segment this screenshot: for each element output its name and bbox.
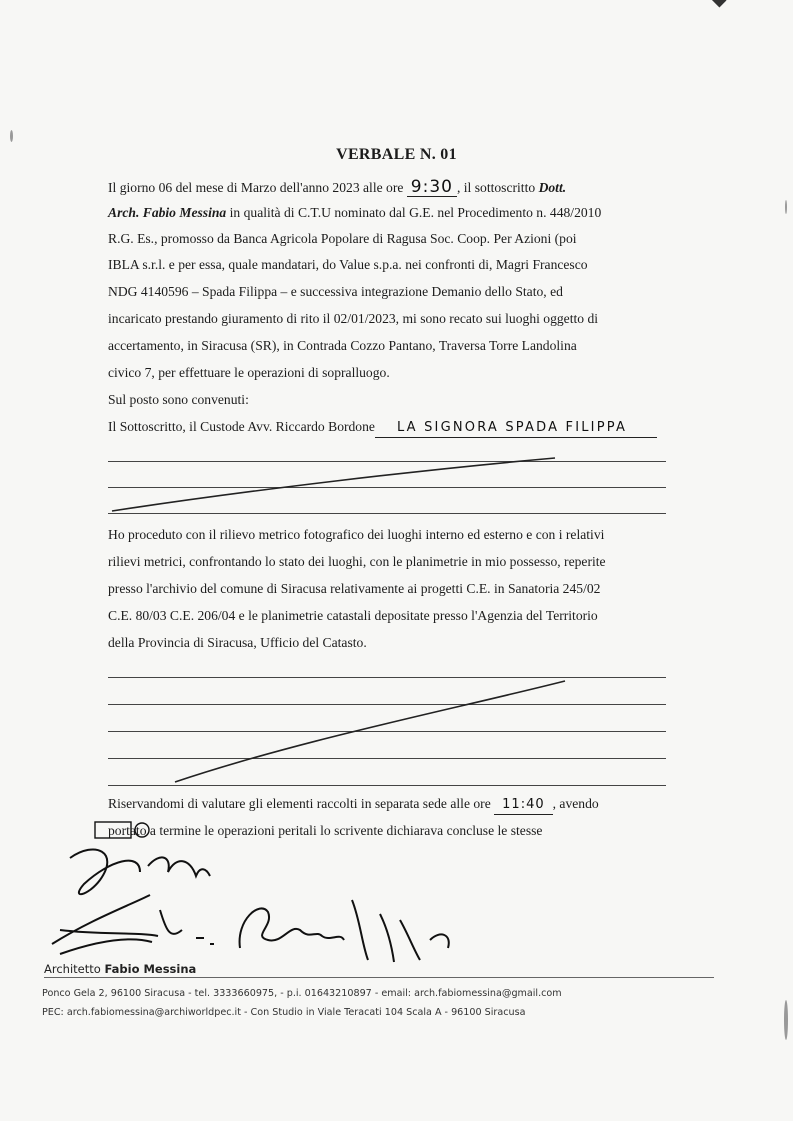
author-name: Arch. Fabio Messina (108, 205, 227, 220)
body-line: rilievi metrici, confrontando lo stato dei luoghi, con le planimetrie in mio possesso, reperite (108, 554, 606, 569)
body-line: Ho proceduto con il rilievo metrico fotografico dei luoghi interno ed esterno e con i relativi (108, 527, 605, 542)
strike-through-stroke (112, 458, 555, 511)
body-line: incaricato prestando giuramento di rito il 02/01/2023, mi sono recato sui luoghi oggetto di (108, 311, 599, 326)
text-segment: , il sottoscritto (456, 180, 536, 195)
body-line: R.G. Es., promosso da Banca Agricola Popolare di Ragusa Soc. Coop. Per Azioni (poi (108, 231, 577, 246)
footer-pec: PEC: arch.fabiomessina@archiworldpec.it - Con Studio in Viale Teracati 104 Scala A - 96100 Siracusa (42, 1007, 526, 1018)
body-line: della Provincia di Siracusa, Ufficio del Catasto. (108, 635, 367, 650)
handwritten-end-time: 11:40 (494, 796, 552, 815)
body-line: presso l'archivio del comune di Siracusa relativamente ai progetti C.E. in Sanatoria 245/02 (108, 581, 601, 596)
signature-stroke (52, 895, 182, 954)
text-segment: , avendo (552, 796, 599, 811)
handwritten-box (95, 822, 131, 838)
body-line: portato a termine le operazioni peritali lo scrivente dichiarava concluse le stesse (108, 823, 543, 838)
body-line: civico 7, per effettuare le operazioni di sopralluogo. (108, 365, 390, 380)
body-line: Sul posto sono convenuti: (108, 392, 249, 407)
signature-stroke (196, 938, 214, 944)
text-segment: Riservandomi di valutare gli elementi raccolti in separata sede alle ore (108, 796, 491, 811)
text-segment: Dott. (538, 180, 567, 195)
text-segment: in qualità di C.T.U nominato dal G.E. nel Procedimento n. 448/2010 (229, 205, 602, 220)
signature-stroke (70, 849, 210, 894)
body-line: NDG 4140596 – Spada Filippa – e successiva integrazione Demanio dello Stato, ed (108, 284, 563, 299)
body-line: accertamento, in Siracusa (SR), in Contrada Cozzo Pantano, Traversa Torre Landolina (108, 338, 577, 353)
signature-name: Fabio Messina (104, 962, 197, 976)
document-title: VERBALE N. 01 (336, 146, 457, 163)
signature-stroke (240, 900, 449, 962)
strike-through-stroke (175, 681, 565, 782)
signature-prefix: Architetto (44, 962, 101, 976)
footer-address: Ponco Gela 2, 96100 Siracusa - tel. 3333660975, - p.i. 01643210897 - email: arch.fabiomessina@gmail.com (42, 988, 562, 999)
handwritten-attendees: LA SIGNORA SPADA FILIPPA (375, 419, 657, 438)
text-segment: Il giorno 06 del mese di Marzo dell'anno 2023 alle ore (108, 180, 404, 195)
signature-block (44, 962, 196, 976)
body-line: C.E. 80/03 C.E. 206/04 e le planimetrie catastali depositate presso l'Agenzia del Territorio (108, 608, 598, 623)
body-line: IBLA s.r.l. e per essa, quale mandatari, do Value s.p.a. nei confronti di, Magri Francesco (108, 257, 588, 272)
handwritten-start-time: 9:30 (407, 178, 457, 197)
handwritten-circle (135, 823, 149, 837)
signature-rule (44, 977, 714, 978)
text-segment: Il Sottoscritto, il Custode Avv. Riccardo Bordone (108, 419, 375, 434)
